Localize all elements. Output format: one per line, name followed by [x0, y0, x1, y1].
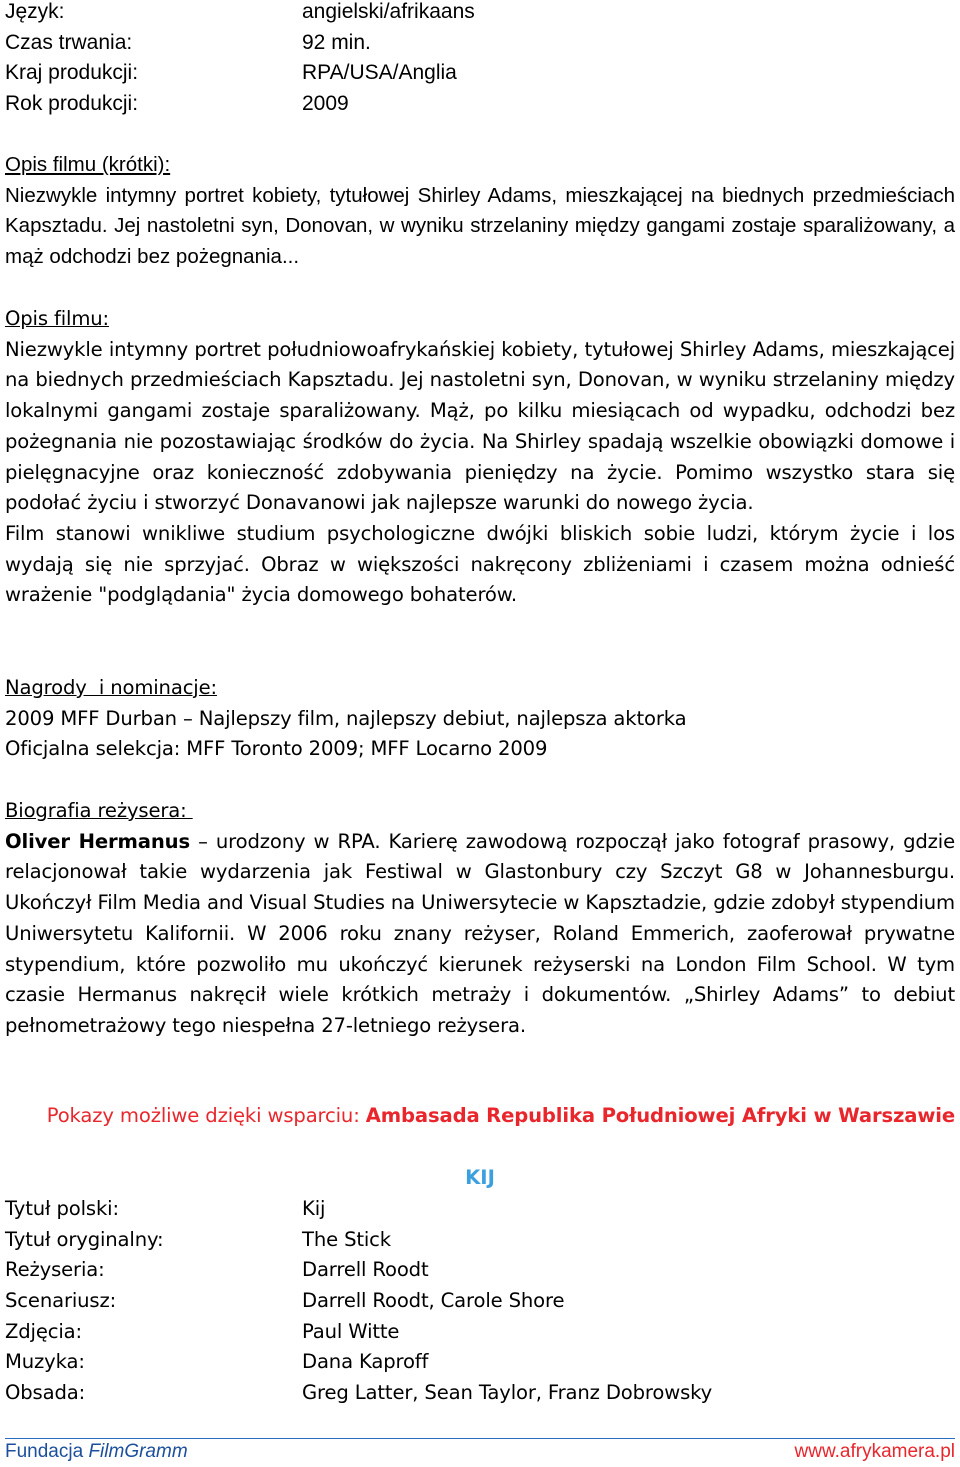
credit-label: Zdjęcia: [5, 1319, 82, 1343]
support-line [47, 1101, 955, 1132]
next-film-title: KIJ [465, 1166, 495, 1189]
info-label: Kraj produkcji: [5, 61, 139, 85]
credit-label: Obsada: [5, 1381, 86, 1405]
credit-value: Dana Kaproff [302, 1350, 429, 1374]
credit-value: Paul Witte [302, 1319, 400, 1343]
director-name: Oliver Hermanus [5, 829, 190, 853]
long-description-paragraph: Film stanowi wnikliwe studium psychologiczne dwójki bliskich sobie ludzi, którym życie i los wydają się nie sprzyjać. Obraz w większości nakręcony zbliżeniami i czasem można odnieść wrażenie "podglądania" życia domowego bohaterów. [5, 521, 955, 607]
bio-body: – urodzony w RPA. Karierę zawodową rozpoczął jako fotograf prasowy, gdzie relacjonował takie wydarzenia jak Festiwal w Glastonbury czy Szczyt G8 w Johannesburgu. Ukończył Film Media and Visual Studies na Uniwersytecie w Kapsztadzie, gdzie zdobył stypendium Uniwersytetu Kalifornii. W 2006 roku znany reżyser, Roland Emmerich, zaoferował prywatne stypendium, które pozwoliło mu ukończyć kierunek reżyserski na London Film School. W tym czasie Hermanus nakręcił wiele krótkich metraży i dokumentów. „Shirley Adams” to debiut pełnometrażowy tego niespełna 27-letniego reżysera. [5, 829, 956, 1037]
short-description-heading: Opis filmu (krótki): [5, 153, 171, 176]
director-bio [5, 796, 955, 1042]
credit-value: Kij [302, 1197, 326, 1220]
credit-label: Scenariusz: [5, 1289, 117, 1313]
info-label: Język: [5, 0, 65, 23]
short-description-text: Niezwykle intymny portret kobiety, tytułowej Shirley Adams, mieszkającej na biednych przedmieściach Kapsztadu. Jej nastoletni syn, Donovan, w wyniku strzelaniny między gangami zostaje sparaliżowany, a mąż odchodzi bez pożegnania... [5, 183, 955, 269]
credit-row-cinematography [5, 1317, 955, 1348]
credit-label: Tytuł oryginalny: [5, 1227, 164, 1251]
footer-foundation [5, 1441, 188, 1463]
info-value: angielski/afrikaans [302, 0, 475, 23]
info-row-country [5, 58, 955, 89]
bio-text [5, 827, 955, 1042]
credit-row-director [5, 1255, 955, 1286]
footer-foundation-prefix: Fundacja [5, 1441, 89, 1462]
credit-value: Darrell Roodt, Carole Shore [302, 1289, 565, 1313]
info-label: Rok produkcji: [5, 92, 139, 116]
info-value: RPA/USA/Anglia [302, 61, 457, 85]
long-description-heading: Opis filmu: [5, 307, 109, 330]
info-value: 2009 [302, 92, 349, 116]
credit-label: Tytuł polski: [5, 1197, 119, 1220]
long-description [5, 304, 955, 611]
support-prefix: Pokazy możliwe dzięki wsparciu: [46, 1104, 366, 1127]
info-label: Czas trwania: [5, 30, 133, 54]
credit-row-screenplay [5, 1286, 955, 1317]
credit-value: Darrell Roodt [302, 1258, 429, 1282]
info-row-language [5, 0, 955, 28]
credit-row-original-title [5, 1225, 955, 1256]
support-organization: Ambasada Republika Południowej Afryki w Warszawie [365, 1104, 955, 1127]
award-line: Oficjalna selekcja: MFF Toronto 2009; MFF Locarno 2009 [5, 737, 548, 761]
next-film-credits [5, 1194, 955, 1409]
credit-row-music [5, 1347, 955, 1378]
award-line: 2009 MFF Durban – Najlepszy film, najlepszy debiut, najlepsza aktorka [5, 706, 687, 730]
footer-divider [5, 1438, 955, 1439]
info-row-duration [5, 28, 955, 59]
credit-value: Greg Latter, Sean Taylor, Franz Dobrowsky [302, 1381, 713, 1405]
film-info [5, 0, 955, 120]
credit-row-polish-title [5, 1194, 955, 1225]
footer-website-link[interactable]: www.afrykamera.pl [794, 1441, 955, 1462]
bio-heading: Biografia reżysera: [5, 799, 193, 822]
short-description [5, 150, 955, 273]
info-value: 92 min. [302, 30, 371, 54]
footer-foundation-brand: FilmGramm [88, 1441, 188, 1462]
awards-heading: Nagrody i nominacje: [5, 676, 217, 699]
credit-value: The Stick [302, 1227, 392, 1251]
credit-label: Muzyka: [5, 1350, 85, 1374]
long-description-paragraph: Niezwykle intymny portret południowoafrykańskiej kobiety, tytułowej Shirley Adams, mieszkającej na biednych przedmieściach Kapsztadu. Jej nastoletni syn, Donovan, w wyniku strzelaniny między lokalnymi gangami zostaje sparaliżowany. Mąż, po kilku miesiącach od wypadku, odchodzi bez pożegnania nie pozostawiając środków do życia. Na Shirley spadają wszelkie obowiązki domowe i pielęgnacyjne oraz konieczność zdobywania pieniędzy na życie. Pomimo wszystko stara się podołać życiu i stworzyć Donavanowi jak najlepsze warunki do nowego życia. [5, 337, 955, 515]
info-row-year [5, 89, 955, 120]
credit-row-cast [5, 1378, 955, 1409]
awards-section [5, 673, 955, 765]
credit-label: Reżyseria: [5, 1258, 105, 1282]
